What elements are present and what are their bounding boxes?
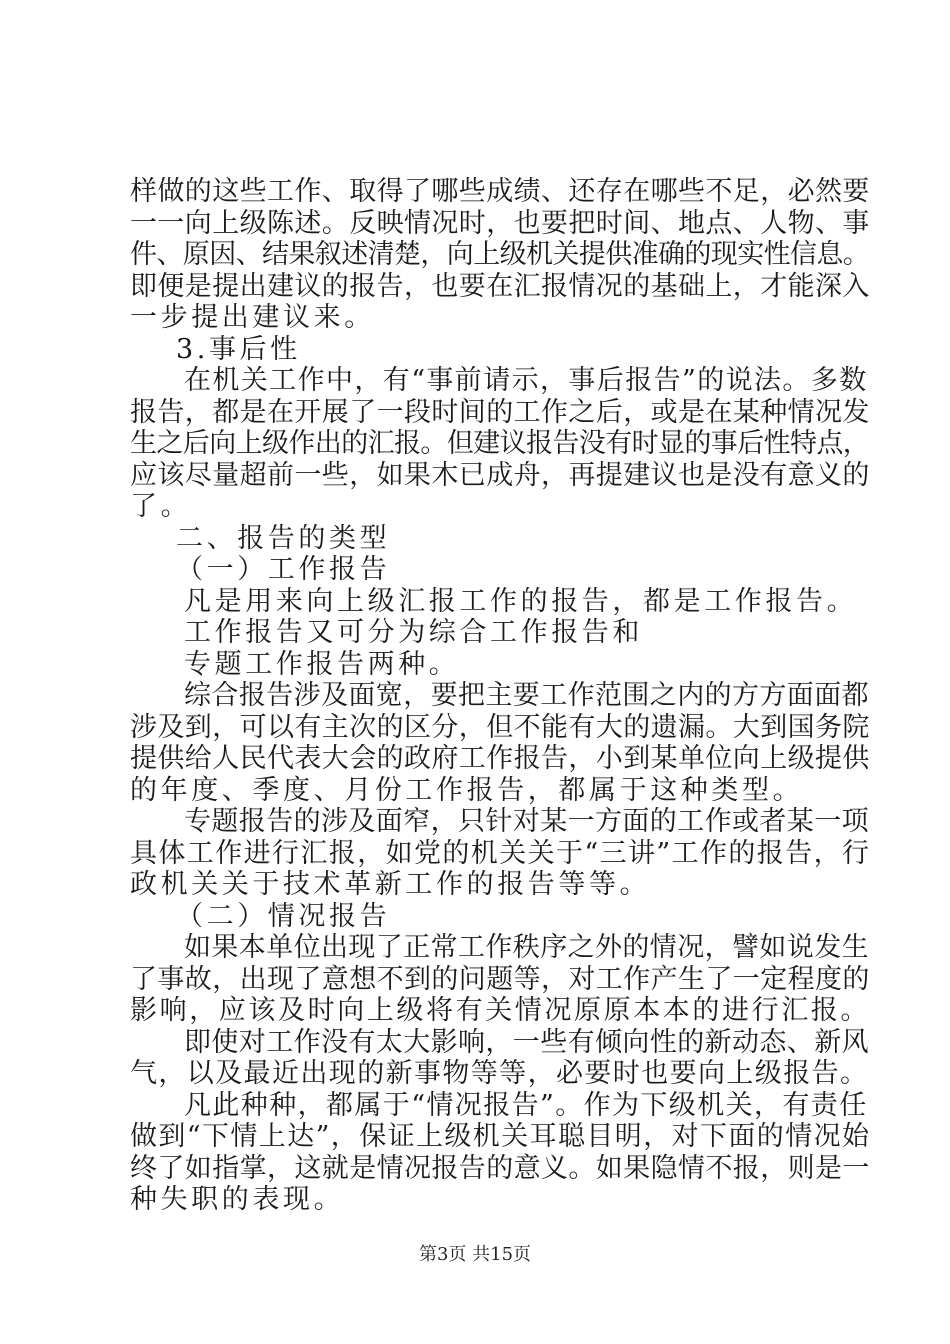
text-line: 综合报告涉及面宽，要把主要工作范围之内的方方面面都: [184, 680, 869, 711]
text-line: 凡是用来向上级汇报工作的报告，都是工作报告。: [184, 585, 858, 617]
text-line: 应该尽量超前一些，如果木已成舟，再提建议也是没有意义的: [130, 459, 870, 491]
text-line: 工作报告又可分为综合工作报告和: [184, 617, 643, 648]
text-line: 一一向上级陈述。反映情况时，也要把时间、地点、人物、事: [130, 207, 870, 239]
text-line: 具体工作进行汇报，如党的机关关于“三讲”工作的报告，行: [130, 837, 871, 869]
text-line: 即使对工作没有太大影响，一些有倾向性的新动态、新风: [184, 1026, 869, 1058]
text-line: 件、原因、结果叙述清楚，向上级机关提供准确的现实性信息。: [130, 239, 870, 270]
subsection-heading: （一）工作报告: [176, 554, 391, 585]
page-footer: 第3页 共15页: [418, 1244, 532, 1265]
text-line: 影响，应该及时向上级将有关情况原原本本的进行汇报。: [130, 995, 870, 1026]
text-line: 专题报告的涉及面窄，只针对某一方面的工作或者某一项: [184, 806, 869, 837]
text-line: 了。: [130, 491, 192, 522]
text-line: 如果本单位出现了正常工作秩序之外的情况，譬如说发生: [184, 932, 869, 963]
text-line: 气，以及最近出现的新事物等等，必要时也要向上级报告。: [130, 1058, 869, 1089]
text-line: 在机关工作中，有“事前请示，事后报告”的说法。多数: [184, 365, 868, 396]
text-line: 了事故，出现了意想不到的问题等，对工作产生了一定程度的: [130, 963, 870, 995]
text-line: 政机关关于技术革新工作的报告等等。: [130, 869, 651, 900]
text-line: 凡此种种，都属于“情况报告”。作为下级机关，有责任: [184, 1089, 868, 1121]
text-line: 一步提出建议来。: [130, 302, 375, 333]
text-line: 的年度、季度、月份工作报告，都属于这种类型。: [130, 774, 804, 806]
text-line: 专题工作报告两种。: [184, 648, 460, 680]
text-line: 终了如指掌，这就是情况报告的意义。如果隐情不报，则是一: [130, 1152, 870, 1184]
text-line: 报告，都是在开展了一段时间的工作之后，或是在某种情况发: [130, 396, 870, 428]
text-line: 即便是提出建议的报告，也要在汇报情况的基础上，才能深入: [130, 270, 870, 302]
section-heading: 二、报告的类型: [176, 522, 391, 554]
text-line: 种失职的表现。: [130, 1184, 345, 1215]
section-heading: 3.事后性: [176, 333, 301, 365]
text-line: 做到“下情上达”，保证上级机关耳聪目明，对下面的情况始: [130, 1121, 871, 1152]
text-line: 提供给人民代表大会的政府工作报告，小到某单位向上级提供: [130, 743, 870, 774]
text-line: 样做的这些工作、取得了哪些成绩、还存在哪些不足，必然要: [130, 176, 870, 207]
subsection-heading: （二）情况报告: [176, 900, 391, 932]
text-line: 涉及到，可以有主次的区分，但不能有大的遗漏。大到国务院: [130, 711, 870, 743]
text-line: 生之后向上级作出的汇报。但建议报告没有时显的事后性特点，: [130, 428, 870, 459]
